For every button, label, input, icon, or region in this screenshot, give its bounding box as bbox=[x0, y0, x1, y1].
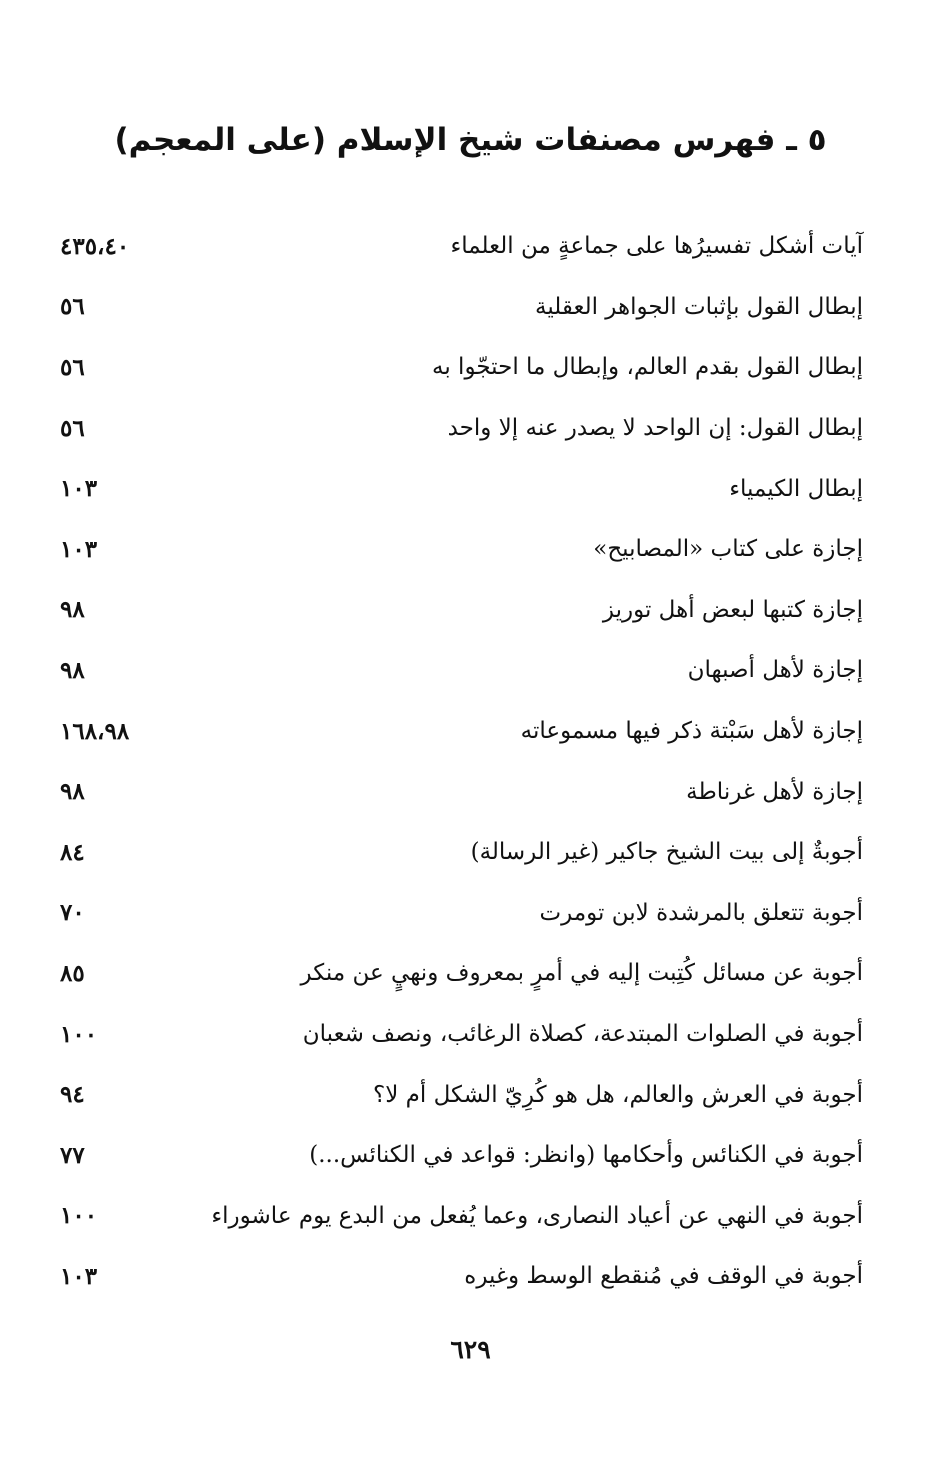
entry-title: أجوبةٌ إلى بيت الشيخ جاكير (غير الرسالة) bbox=[470, 839, 863, 866]
entry-title: آيات أشكل تفسيرُها على جماعةٍ من العلماء bbox=[450, 233, 863, 260]
index-entry bbox=[60, 216, 863, 277]
entry-page-refs: ٩٨ bbox=[60, 656, 85, 684]
index-entry bbox=[60, 701, 863, 762]
index-entry bbox=[60, 1125, 863, 1186]
index-entry bbox=[60, 640, 863, 701]
entry-page-refs: ٥٦ bbox=[60, 414, 85, 442]
entry-title: إبطال القول بإثبات الجواهر العقلية bbox=[534, 293, 863, 320]
index-entry bbox=[60, 761, 863, 822]
entry-title: إجازة لأهل غرناطة bbox=[686, 778, 863, 805]
index-entry bbox=[60, 1004, 863, 1065]
entry-page-refs: ٤٣٥،٤٠ bbox=[60, 232, 130, 260]
entry-title: إبطال القول: إن الواحد لا يصدر عنه إلا واحد bbox=[447, 415, 863, 442]
entry-title: إجازة على كتاب «المصابيح» bbox=[593, 536, 863, 563]
index-entry bbox=[60, 277, 863, 338]
entry-title: إجازة كتبها لبعض أهل توريز bbox=[602, 596, 863, 623]
entry-title: إبطال الكيمياء bbox=[729, 475, 863, 502]
entry-page-refs: ٥٦ bbox=[60, 293, 85, 321]
entry-page-refs: ٨٤ bbox=[60, 838, 85, 866]
entry-page-refs: ١٠٣ bbox=[60, 535, 98, 563]
entry-page-refs: ٩٤ bbox=[60, 1081, 85, 1109]
index-entry bbox=[60, 822, 863, 883]
entry-title: إجازة لأهل سَبْتة ذكر فيها مسموعاته bbox=[520, 718, 863, 745]
entry-title: أجوبة تتعلق بالمرشدة لابن تومرت bbox=[539, 899, 863, 926]
entry-page-refs: ١٠٠ bbox=[60, 1202, 98, 1230]
entry-title: إجازة لأهل أصبهان bbox=[687, 657, 863, 684]
page-number: ٦٢٩ bbox=[450, 1335, 491, 1364]
entry-page-refs: ١٠٠ bbox=[60, 1020, 98, 1048]
entry-page-refs: ٩٨ bbox=[60, 596, 85, 624]
index-entry bbox=[60, 519, 863, 580]
entry-title: إبطال القول بقدم العالم، وإبطال ما احتجّوا به bbox=[432, 354, 863, 381]
entry-page-refs: ٥٦ bbox=[60, 353, 85, 381]
entry-title: أجوبة في الوقف في مُنقطع الوسط وغيره bbox=[464, 1263, 863, 1290]
entry-title: أجوبة في العرش والعالم، هل هو كُرِيّ الشكل أم لا؟ bbox=[373, 1081, 863, 1108]
entry-title: أجوبة في الصلوات المبتدعة، كصلاة الرغائب، ونصف شعبان bbox=[302, 1021, 863, 1048]
entry-title: أجوبة في الكنائس وأحكامها (وانظر: قواعد في الكنائس...) bbox=[309, 1142, 863, 1169]
index-entry bbox=[60, 398, 863, 459]
index-entry bbox=[60, 337, 863, 398]
entry-page-refs: ١٦٨،٩٨ bbox=[60, 717, 130, 745]
index-entry bbox=[60, 1064, 863, 1125]
entry-page-refs: ٧٧ bbox=[60, 1141, 85, 1169]
index-list bbox=[60, 216, 863, 1307]
entry-page-refs: ٨٥ bbox=[60, 959, 85, 987]
index-entry bbox=[60, 458, 863, 519]
index-title: ٥ ـ فهرس مصنفات شيخ الإسلام (على المعجم) bbox=[114, 122, 827, 158]
entry-page-refs: ٩٨ bbox=[60, 778, 85, 806]
index-entry bbox=[60, 1186, 863, 1247]
index-entry bbox=[60, 1246, 863, 1307]
index-entry bbox=[60, 580, 863, 641]
entry-title: أجوبة عن مسائل كُتِبت إليه في أمرٍ بمعروف ونهيٍ عن منكر bbox=[300, 960, 863, 987]
entry-page-refs: ١٠٣ bbox=[60, 1262, 98, 1290]
index-entry bbox=[60, 943, 863, 1004]
entry-title: أجوبة في النهي عن أعياد النصارى، وعما يُفعل من البدع يوم عاشوراء bbox=[211, 1202, 863, 1229]
entry-page-refs: ٧٠ bbox=[60, 899, 85, 927]
entry-page-refs: ١٠٣ bbox=[60, 475, 98, 503]
index-entry bbox=[60, 883, 863, 944]
